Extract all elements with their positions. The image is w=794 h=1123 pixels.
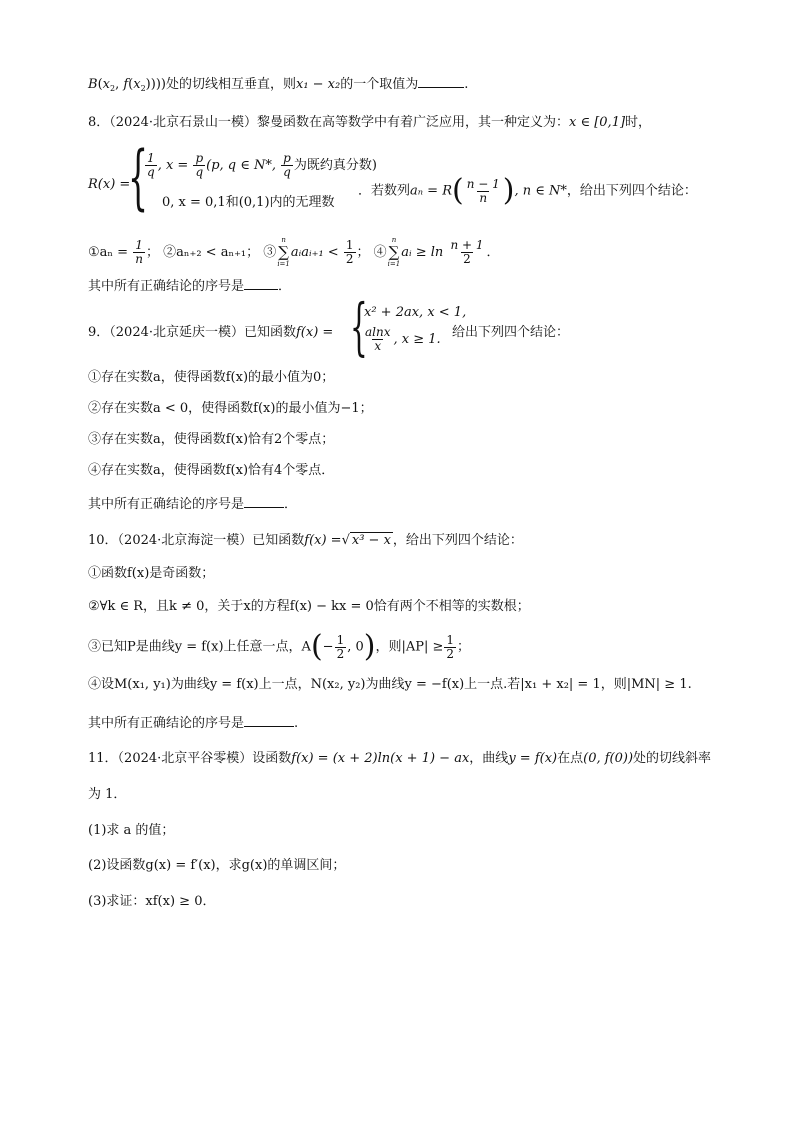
left-brace: { [128,136,149,218]
frac-p-q: $\frac{p}{q}$ [195,151,204,179]
sum-sign: n ∑ i=1 [277,236,290,268]
q11-curve: y = f(x) [508,751,558,766]
q11-fx: f(x) = (x + 2)ln(x + 1) − ax [291,751,470,766]
q11-part-1: (1)求 a 的值； [88,823,175,838]
q11-part-3: (3)求证：xf(x) ≥ 0． [88,894,216,909]
q10-o3a: ③已知P是曲线y = f(x)上任意一点，A [88,639,311,655]
opt4-mid: aᵢ ≥ ln [401,245,444,260]
q7-text: ))处的切线相互垂直，则 [155,77,296,92]
q10-option-3: ③已知P是曲线y = f(x)上任意一点，A(− $\frac{1}{2}$ , 0)，则|AP| ≥ $\frac{1}{2}$ ； [88,629,471,664]
q11-continuation: 为 1． [88,787,127,802]
q10-o3b: ，则|AP| ≥ [375,639,444,655]
opt1-tail: ； [145,245,159,260]
q10-after: ，给出下列四个结论： [392,533,523,548]
riemann-case2: 0, x = 0,1和(0,1)内的无理数 [162,195,335,210]
riemann-case1 [144,152,377,179]
q10-intro: 10．（2024·北京海淀一模）已知函数f(x) =√ x³ − x ，给出下列四个结论： [88,533,523,548]
q9-option-3: ③存在实数a，使得函数f(x)恰有2个零点； [88,432,335,447]
after-def: ．若数列 [358,183,411,199]
answer-blank[interactable] [244,276,278,290]
conclusion-intro: ，给出下列四个结论： [566,183,697,199]
q10-option-1: ①函数f(x)是奇函数； [88,566,215,581]
opt3: ③ [263,245,277,260]
q9-option-4: ④存在实数a，使得函数f(x)恰有4个零点． [88,463,335,478]
frac-p-q-2: $\frac{p}{q}$ [283,151,291,179]
q9-case1: x² + 2ax, x < 1, [364,305,467,320]
q10-question-text: 其中所有正确结论的序号是 [88,716,245,731]
q9-end: ． [284,497,298,512]
q8-intro-text: 8．（2024·北京石景山一模）黎曼函数在高等数学中有着广泛应用，其一种定义为： [88,115,569,130]
frac-half: $\frac{1}{2}$ [446,632,455,661]
q9-intro-text: 9．（2024·北京延庆一模）已知函数 [88,325,296,340]
q9-question [88,494,297,514]
frac-1-q: $\frac{1}{q}$ [147,151,155,179]
an-def: aₙ = R [410,183,452,199]
q8-domain: x ∈ [0,1] [569,115,626,130]
q9-option-2: ②存在实数a < 0，使得函数f(x)的最小值为−1； [88,401,373,416]
q10-root: x³ − x [351,533,391,548]
q9-left-brace: { [350,290,368,363]
q8-intro [88,114,651,132]
sum-sign-2: n ∑ i=1 [387,236,401,268]
answer-blank[interactable] [418,74,464,88]
q11-part-2: (2)设函数g(x) = f′(x)，求g(x)的单调区间； [88,858,346,873]
q8-question-text: 其中所有正确结论的序号是 [88,279,245,294]
frac-n1-2: $\frac{n + 1}{2}$ [450,238,484,266]
q11-mid: ，曲线 [469,751,509,766]
q11-at: 在点 [557,751,584,766]
case1-cond-tail: 为既约真分数) [293,158,377,173]
q9-option-1: ①存在实数a，使得函数f(x)的最小值为0； [88,370,335,385]
text: B [88,77,98,92]
q10-intro-text: 10．（2024·北京海淀一模）已知函数 [88,533,305,548]
q7-tail: 的一个取值为 [340,77,419,92]
q8-time: 时， [625,115,652,130]
q7-continuation: $B(x_2$, $f(x_2)$)))处的切线相互垂直，则x₁ − x₂的一个取值为 . [88,74,468,98]
frac-alnx-x: $\frac{alnx}{x}$ [365,325,391,353]
opt3-tail: ； [356,245,370,260]
q11-tail: 处的切线斜率 [633,751,712,766]
q9-case2 [362,326,441,353]
q8-options [88,236,500,269]
q10-option-4: ④设M(x₁, y₁)为曲线y = f(x)上一点，N(x₂, y₂)为曲线y = −f(x)上一点.若|x₁ + x₂| = 1，则|MN| ≥ 1. [88,677,692,692]
answer-blank[interactable] [244,494,284,508]
q10-option-2: ②∀k ∈ R，且k ≠ 0，关于x的方程f(x) − kx = 0恰有两个不相等的实数根； [88,599,530,614]
frac-neg-half: $\frac{1}{2}$ [336,632,345,661]
q8-question [88,276,291,296]
frac-1-2: $\frac{1}{2}$ [345,238,354,266]
opt1: ①aₙ = [88,245,129,260]
q9-fx: f(x) = [296,325,334,340]
q10-o3c: ； [457,639,471,655]
q11-point: (0, f(0)) [583,751,634,766]
q8-end: ． [278,279,292,294]
opt4-tail: ． [486,245,500,260]
opt3-mid: aᵢaᵢ₊₁ < [290,245,339,260]
opt4: ④ [373,245,387,260]
q9-after: 给出下列四个结论： [452,325,570,340]
q9-question-text: 其中所有正确结论的序号是 [88,497,245,512]
n-set: , n ∈ N* [514,183,567,199]
q8-sequence: ．若数列aₙ = R( $\frac{n - 1}{n}$ ), n ∈ N*，给出下列四个结论： [358,173,697,208]
q10-question [88,713,298,733]
q9-intro-wrap [88,324,333,342]
opt2: ②aₙ₊₂ < aₙ₊₁； [163,245,260,260]
q11-intro [88,750,711,768]
q7-expr: x₁ − x₂ [295,77,341,92]
riemann-label: R(x) = [88,177,131,192]
case1-prefix: , x = [157,158,189,173]
answer-blank[interactable] [244,713,294,727]
frac-n1-n: $\frac{n - 1}{n}$ [466,176,500,205]
q9-case2-cond: , x ≥ 1. [393,332,441,347]
case1-cond: (p, q ∈ N*, [206,158,277,173]
q11-intro-text: 11．（2024·北京平谷零模）设函数 [88,751,292,766]
q10-end: . [294,716,299,731]
frac-1-n: $\frac{1}{n}$ [135,238,143,266]
q10-fx: f(x) = [304,533,342,548]
